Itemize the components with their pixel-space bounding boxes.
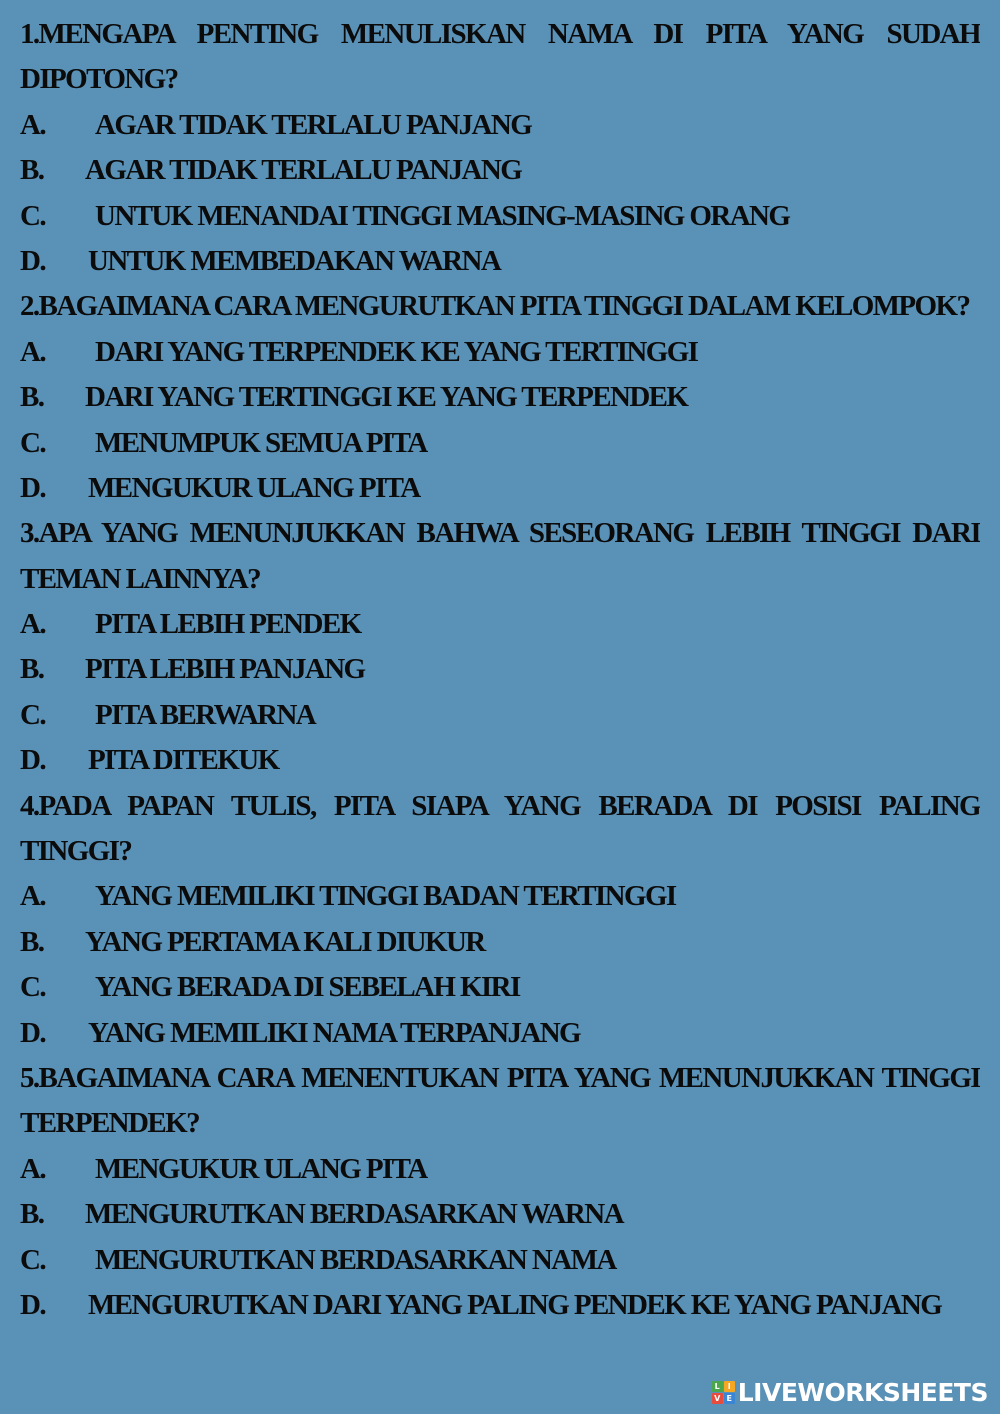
question-4-line-2: TINGGI? xyxy=(20,835,132,868)
option-text: MENGUKUR ULANG PITA xyxy=(95,1152,427,1185)
question-3-option-b[interactable] xyxy=(20,647,980,692)
option-text: AGAR TIDAK TERLALU PANJANG xyxy=(85,154,522,187)
liveworksheets-logo xyxy=(712,1378,988,1406)
question-5-line-2: TERPENDEK? xyxy=(20,1107,199,1140)
option-letter: A. xyxy=(20,880,45,913)
question-1-option-b[interactable] xyxy=(20,148,980,193)
option-letter: B. xyxy=(20,925,44,958)
logo-letter: V xyxy=(712,1393,723,1404)
question-1-option-c[interactable] xyxy=(20,194,980,239)
option-text: MENGURUTKAN BERDASARKAN WARNA xyxy=(85,1198,623,1231)
question-5-line-1: 5.BAGAIMANA CARA MENENTUKAN PITA YANG MENUNJUKKAN TINGGI xyxy=(20,1061,980,1094)
option-letter: C. xyxy=(20,698,45,731)
question-1-line-1: 1.MENGAPA PENTING MENULISKAN NAMA DI PITA YANG SUDAH xyxy=(20,18,980,50)
question-5-option-d[interactable] xyxy=(20,1283,980,1328)
option-letter: A. xyxy=(20,1152,45,1185)
option-letter: A. xyxy=(20,108,45,141)
question-4-option-c[interactable] xyxy=(20,965,980,1010)
option-text: MENGUKUR ULANG PITA xyxy=(88,471,420,504)
option-text: MENUMPUK SEMUA PITA xyxy=(95,426,427,459)
question-5-option-a[interactable] xyxy=(20,1147,980,1192)
question-3-line-1: 3.APA YANG MENUNJUKKAN BAHWA SESEORANG LEBIH TINGGI DARI xyxy=(20,517,980,550)
option-letter: D. xyxy=(20,744,45,777)
option-letter: C. xyxy=(20,1243,45,1276)
question-1-option-a[interactable] xyxy=(20,103,980,148)
question-3-option-d[interactable] xyxy=(20,738,980,783)
option-letter: B. xyxy=(20,154,44,187)
option-text: YANG MEMILIKI TINGGI BADAN TERTINGGI xyxy=(95,880,676,913)
option-letter: D. xyxy=(20,471,45,504)
question-4-option-d[interactable] xyxy=(20,1011,980,1056)
question-2-line-1: 2.BAGAIMANA CARA MENGURUTKAN PITA TINGGI DALAM KELOMPOK? xyxy=(20,290,970,323)
option-letter: A. xyxy=(20,608,45,641)
worksheet xyxy=(20,12,980,1328)
option-text: AGAR TIDAK TERLALU PANJANG xyxy=(95,108,532,141)
logo-letter: E xyxy=(724,1393,735,1404)
option-letter: C. xyxy=(20,199,45,232)
option-letter: D. xyxy=(20,1016,45,1049)
option-text: DARI YANG TERPENDEK KE YANG TERTINGGI xyxy=(95,335,698,368)
option-text: YANG BERADA DI SEBELAH KIRI xyxy=(95,971,520,1004)
question-3-line-2: TEMAN LAINNYA? xyxy=(20,562,260,595)
option-text: PITA DITEKUK xyxy=(88,744,279,777)
question-2-option-a[interactable] xyxy=(20,330,980,375)
question-2-option-c[interactable] xyxy=(20,421,980,466)
question-5-option-b[interactable] xyxy=(20,1192,980,1237)
question-4-option-a[interactable] xyxy=(20,874,980,919)
option-text: PITA LEBIH PENDEK xyxy=(95,608,361,641)
question-4-line-1: 4.PADA PAPAN TULIS, PITA SIAPA YANG BERADA DI POSISI PALING xyxy=(20,789,980,822)
question-3-option-c[interactable] xyxy=(20,693,980,738)
option-letter: B. xyxy=(20,381,44,414)
option-text: UNTUK MENANDAI TINGGI MASING-MASING ORANG xyxy=(95,199,790,232)
question-2-option-b[interactable] xyxy=(20,375,980,420)
logo-letter: L xyxy=(712,1381,723,1392)
question-1-line-2: DIPOTONG? xyxy=(20,63,178,96)
option-letter: C. xyxy=(20,426,45,459)
option-letter: A. xyxy=(20,335,45,368)
brand-name: LIVEWORKSHEETS xyxy=(737,1377,988,1407)
option-text: PITA BERWARNA xyxy=(95,698,316,731)
option-text: MENGURUTKAN DARI YANG PALING PENDEK KE YANG PANJANG xyxy=(88,1288,942,1321)
option-letter: C. xyxy=(20,971,45,1004)
option-text: DARI YANG TERTINGGI KE YANG TERPENDEK xyxy=(85,381,688,414)
option-text: YANG MEMILIKI NAMA TERPANJANG xyxy=(88,1016,581,1049)
question-1-option-d[interactable] xyxy=(20,239,980,284)
live-logo-icon xyxy=(712,1381,735,1404)
option-text: PITA LEBIH PANJANG xyxy=(85,653,365,686)
question-3-option-a[interactable] xyxy=(20,602,980,647)
option-letter: D. xyxy=(20,244,45,277)
question-4-option-b[interactable] xyxy=(20,920,980,965)
option-letter: B. xyxy=(20,653,44,686)
option-letter: D. xyxy=(20,1288,45,1321)
option-letter: B. xyxy=(20,1198,44,1231)
question-5-option-c[interactable] xyxy=(20,1238,980,1283)
option-text: UNTUK MEMBEDAKAN WARNA xyxy=(88,244,501,277)
option-text: MENGURUTKAN BERDASARKAN NAMA xyxy=(95,1243,616,1276)
question-2-option-d[interactable] xyxy=(20,466,980,511)
option-text: YANG PERTAMA KALI DIUKUR xyxy=(85,925,485,958)
logo-letter: I xyxy=(724,1381,735,1392)
